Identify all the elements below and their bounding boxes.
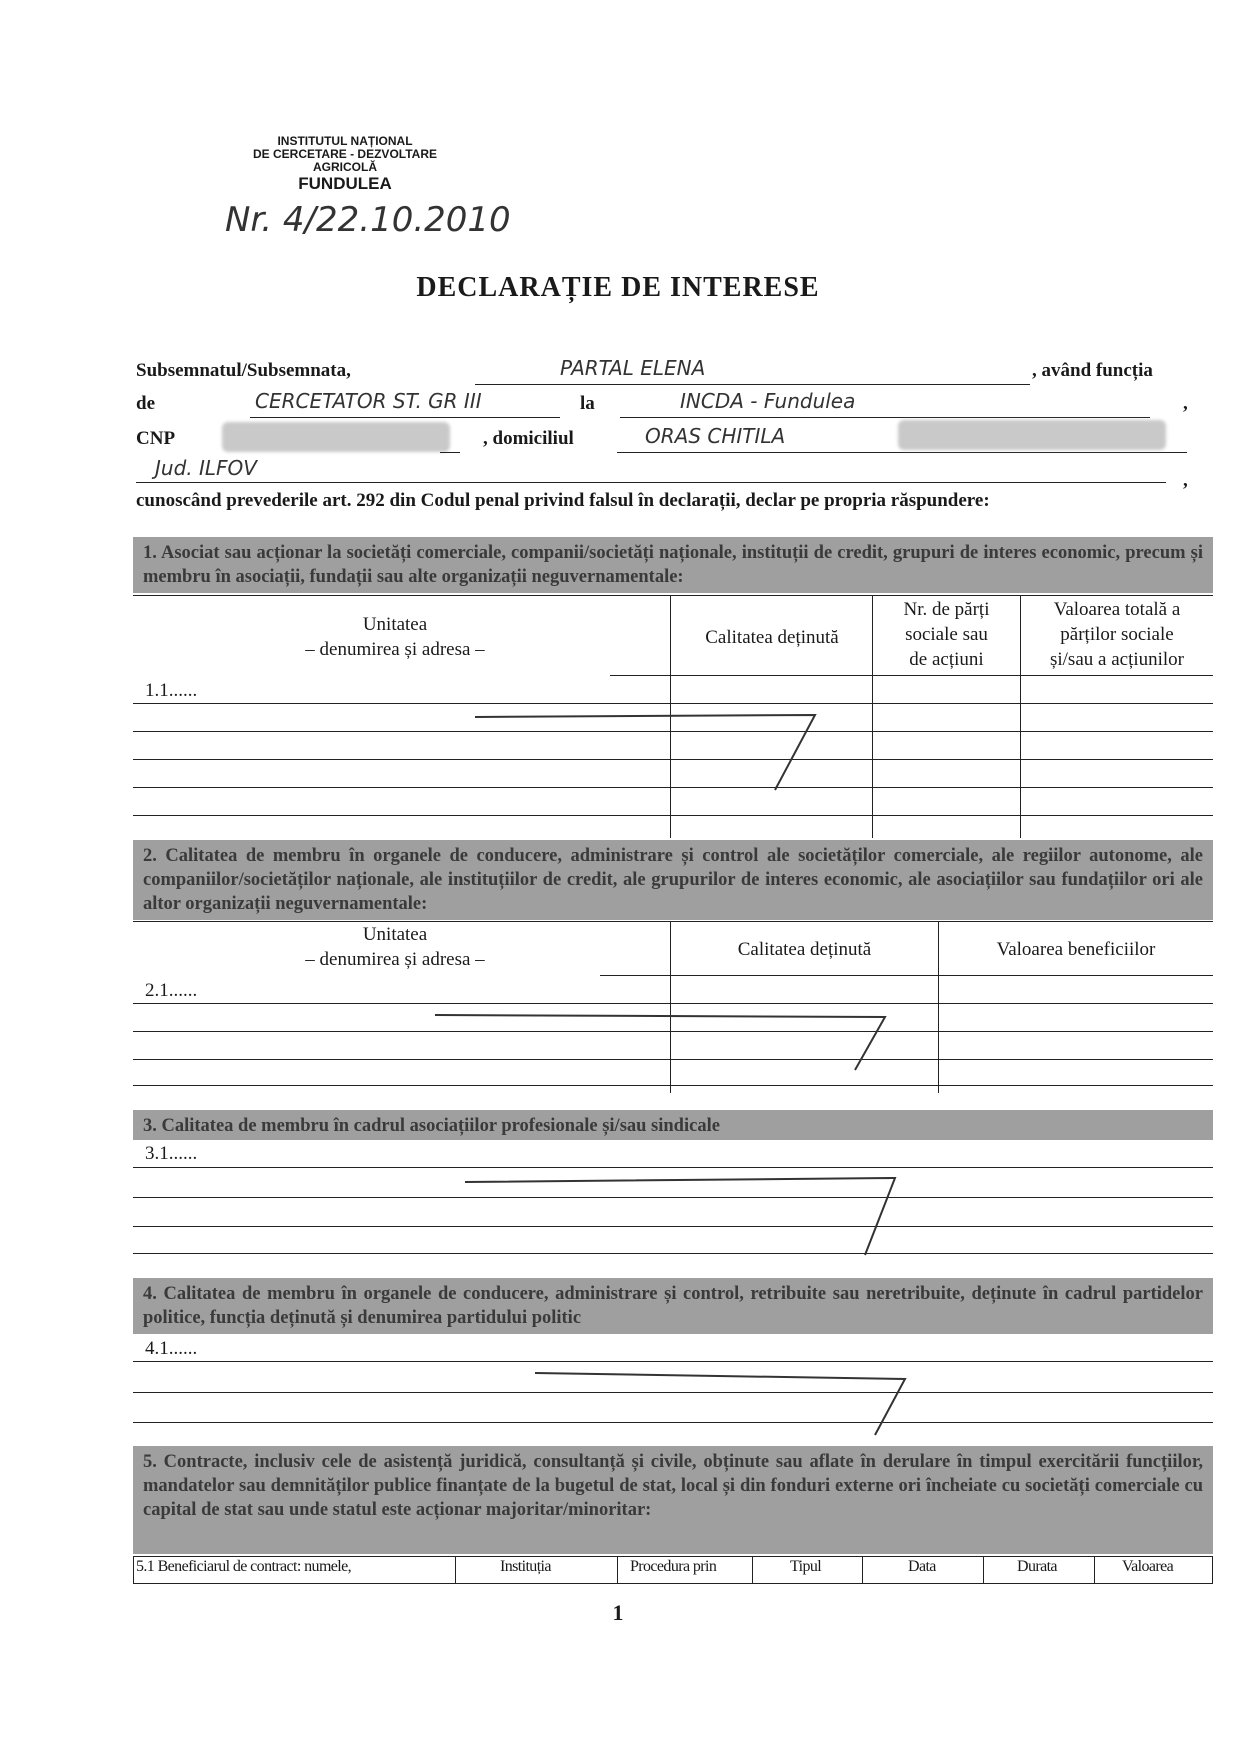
page-number: 1 [612,1600,624,1625]
section-3-header [133,1110,1213,1140]
section-2-heading: 2. Calitatea de membru în organele de conducere, administrare și control ale societăților comerciale, ale regiilor autonome, ale companiilor/societăților naționale, ale instituțiilor de credit, ale grupurilor de interes economic, ale asociațiilor sau fundațiilor ori ale altor organizații neguvernamentale: [143,846,1203,914]
county-underline [136,482,1166,483]
s1-col-calitate: Calitatea deținută [705,627,839,648]
s1-col-val-l1: Valoarea totală a [1053,599,1181,620]
s1-row-rule-1 [133,703,1213,704]
s1-col-nr-l1: Nr. de părți [903,599,990,620]
s5-vline-3 [752,1556,753,1584]
label-la: la [580,393,595,414]
s1-col-unitate-l2: – denumirea și adresa – [305,639,485,660]
s5-col-durata: Durata [1017,1558,1057,1575]
s5-vline-2 [617,1556,618,1584]
s3-cancel-stroke [460,1170,910,1260]
s1-row-rule-5 [133,815,1213,816]
s1-header-rule [610,675,1213,676]
stamp-line-3: AGRICOLĂ [313,160,377,174]
function-value: CERCETATOR ST. GR III [255,389,482,413]
s5-col-institutia: Instituția [500,1558,551,1575]
s5-vline-1 [455,1556,456,1584]
comma-1: , [1183,393,1188,414]
label-domiciliul: , domiciliul [483,428,574,449]
institution-stamp [240,135,450,194]
s3-row-rule-1 [133,1167,1213,1168]
s4-row-rule-1 [133,1361,1213,1362]
s1-vline-2 [872,595,873,838]
address-underline [617,452,1187,453]
s2-col-unitate-l1: Unitatea [362,924,428,945]
s1-rule-top [133,595,1213,596]
stamp-line-4: FUNDULEA [298,174,392,193]
s2-row-label: 2.1...... [145,980,198,1001]
s1-cancel-stroke [470,705,830,795]
s5-vline-4 [862,1556,863,1584]
section-3-heading: 3. Calitatea de membru în cadrul asociațiilor profesionale și/sau sindicale [143,1116,720,1136]
section-4-heading: 4. Calitatea de membru în organele de conducere, administrare și control, retribuite sau neretribuite, deținute în cadrul partidelor politice, funcția deținută și denumirea partidului politic [143,1284,1203,1328]
s2-cancel-stroke [430,1005,900,1075]
cnp-redacted [222,422,450,452]
s2-col-valoare: Valoarea beneficiilor [996,939,1156,960]
label-de: de [136,393,155,414]
stamp-line-2: DE CERCETARE - DEZVOLTARE [252,147,437,161]
label-cnp: CNP [136,428,176,449]
s4-row-label: 4.1...... [145,1338,198,1359]
function-underline [250,417,560,418]
s1-col-nr-l2: sociale sau [905,624,988,645]
s1-col-val-l2: părților sociale [1060,624,1174,645]
s5-col-data: Data [908,1558,936,1575]
section-1-heading: 1. Asociat sau acționar la societăți comerciale, companii/societăți naționale, instituții de credit, grupuri de interes economic, precum și membru în asociații, fundații sau alte organizații neguvernamentale: [143,543,1203,587]
label-subsemnatul: Subsemnatul/Subsemnata, [136,360,351,381]
s2-row-rule-4 [133,1085,1213,1086]
section-5-header [133,1446,1213,1554]
s4-cancel-stroke [530,1365,920,1440]
s1-vline-3 [1020,595,1021,838]
stamp-line-1: INSTITUTUL NAȚIONAL [277,134,413,148]
s1-col-nr-l3: de acțiuni [909,649,984,670]
section-4-header [133,1278,1213,1334]
s1-col-unitate-l1: Unitatea [362,614,428,635]
s2-col-unitate [140,922,650,972]
s1-col-valoare [1022,597,1212,672]
s2-col-calitate: Calitatea deținută [737,939,872,960]
s1-col-nr-parti [873,597,1020,672]
address-value: ORAS CHITILA [645,424,786,448]
institution-value: INCDA - Fundulea [680,389,856,413]
s2-vline-2 [938,921,939,1093]
s3-row-label: 3.1...... [145,1143,198,1164]
address-redacted [898,420,1166,450]
section-1-header [133,537,1213,593]
s2-row-rule-1 [133,1003,1213,1004]
name-value: PARTAL ELENA [560,356,706,380]
s5-vline-6 [1094,1556,1095,1584]
registration-number: Nr. 4/22.10.2010 [225,200,511,240]
county-value: Jud. ILFOV [155,456,257,480]
institution-underline [620,417,1150,418]
s5-col-beneficiar: 5.1 Beneficiarul de contract: numele, [136,1558,352,1575]
comma-2: , [1183,470,1188,491]
document-title: DECLARAȚIE DE INTERESE [416,272,820,303]
label-functia: , având funcția [1032,360,1153,381]
s5-col-tipul: Tipul [790,1558,822,1575]
s2-col-unitate-l2: – denumirea și adresa – [305,949,485,970]
s1-row-label: 1.1...... [145,680,198,701]
s5-col-procedura: Procedura prin [630,1558,717,1575]
s5-col-valoarea: Valoarea [1122,1558,1174,1575]
s1-col-val-l3: și/sau a acțiunilor [1049,649,1185,670]
section-2-header [133,840,1213,920]
section-5-heading: 5. Contracte, inclusiv cele de asistență juridică, consultanță și civile, obținute sau aflate în derulare în timpul exercitării funcțiilor, mandatelor sau demnităților publice finanțate de la bugetul de stat, local și din fonduri externe ori încheiate cu societăți comerciale cu capital de stat sau unde statul este acționar majoritar/minoritar: [143,1452,1203,1520]
s5-vline-5 [983,1556,984,1584]
cnp-underline [440,452,460,453]
name-underline [475,384,1030,385]
s2-header-rule [600,975,1213,976]
s1-col-unitate [140,612,650,662]
statement-text: cunoscând prevederile art. 292 din Codul penal privind falsul în declarații, declar pe propria răspundere: [136,490,990,511]
